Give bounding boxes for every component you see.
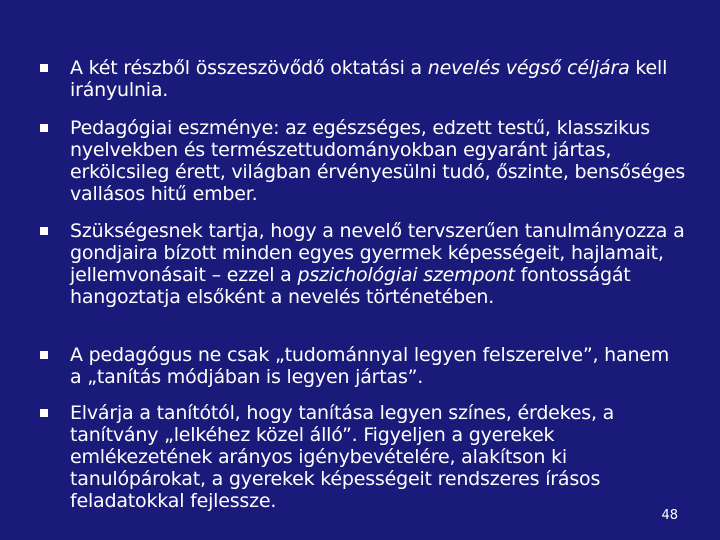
bullet-item	[70, 117, 686, 205]
bullet-text: Elvárja a tanítótól, hogy tanítása legyen színes, érdekes, a tanítvány „lelkéhez közel álló”. Figyeljen a gyerekek emlékezetének arányos igénybevételére, alakítson ki tanulópárokat, a gyerekek képességeit rendszeres írásos feladatokkal fejlessze.	[70, 402, 615, 512]
bullet-text: Pedagógiai eszménye: az egészséges, edzett testű, klasszikus nyelvekben és természettudományokban egyaránt jártas, erkölcsileg érett, világban érvényesülni tudó, őszinte, bensőséges vallásos hitű ember.	[70, 117, 686, 205]
square-bullet-icon	[40, 124, 48, 132]
bullet-item	[70, 57, 686, 101]
bullet-text-italic: pszichológiai szempont	[297, 264, 515, 286]
bullet-text: A két részből összeszövődő oktatási a	[70, 57, 428, 79]
bullet-text-italic: nevelés végső céljára	[427, 57, 630, 79]
square-bullet-icon	[40, 409, 48, 417]
bullet-text: fontosságát hangoztatja elsőként a nevelés történetében.	[70, 264, 631, 308]
bullet-text: A pedagógus ne csak „tudománnyal legyen felszerelve”, hanem a „tanítás módjában is legyen jártas”.	[70, 344, 670, 388]
bullet-item	[70, 344, 686, 388]
bullet-item	[70, 220, 686, 308]
square-bullet-icon	[40, 227, 48, 235]
page-number: 48	[661, 508, 678, 523]
bullet-text: kell irányulnia.	[70, 57, 668, 101]
bullet-text: Szükségesnek tartja, hogy a nevelő tervszerűen tanulmányozza a gondjaira bízott minden egyes gyermek képességeit, hajlamait, jellemvonásait – ezzel a	[70, 220, 685, 286]
bullet-item	[70, 402, 686, 512]
square-bullet-icon	[40, 351, 48, 359]
square-bullet-icon	[40, 64, 48, 72]
